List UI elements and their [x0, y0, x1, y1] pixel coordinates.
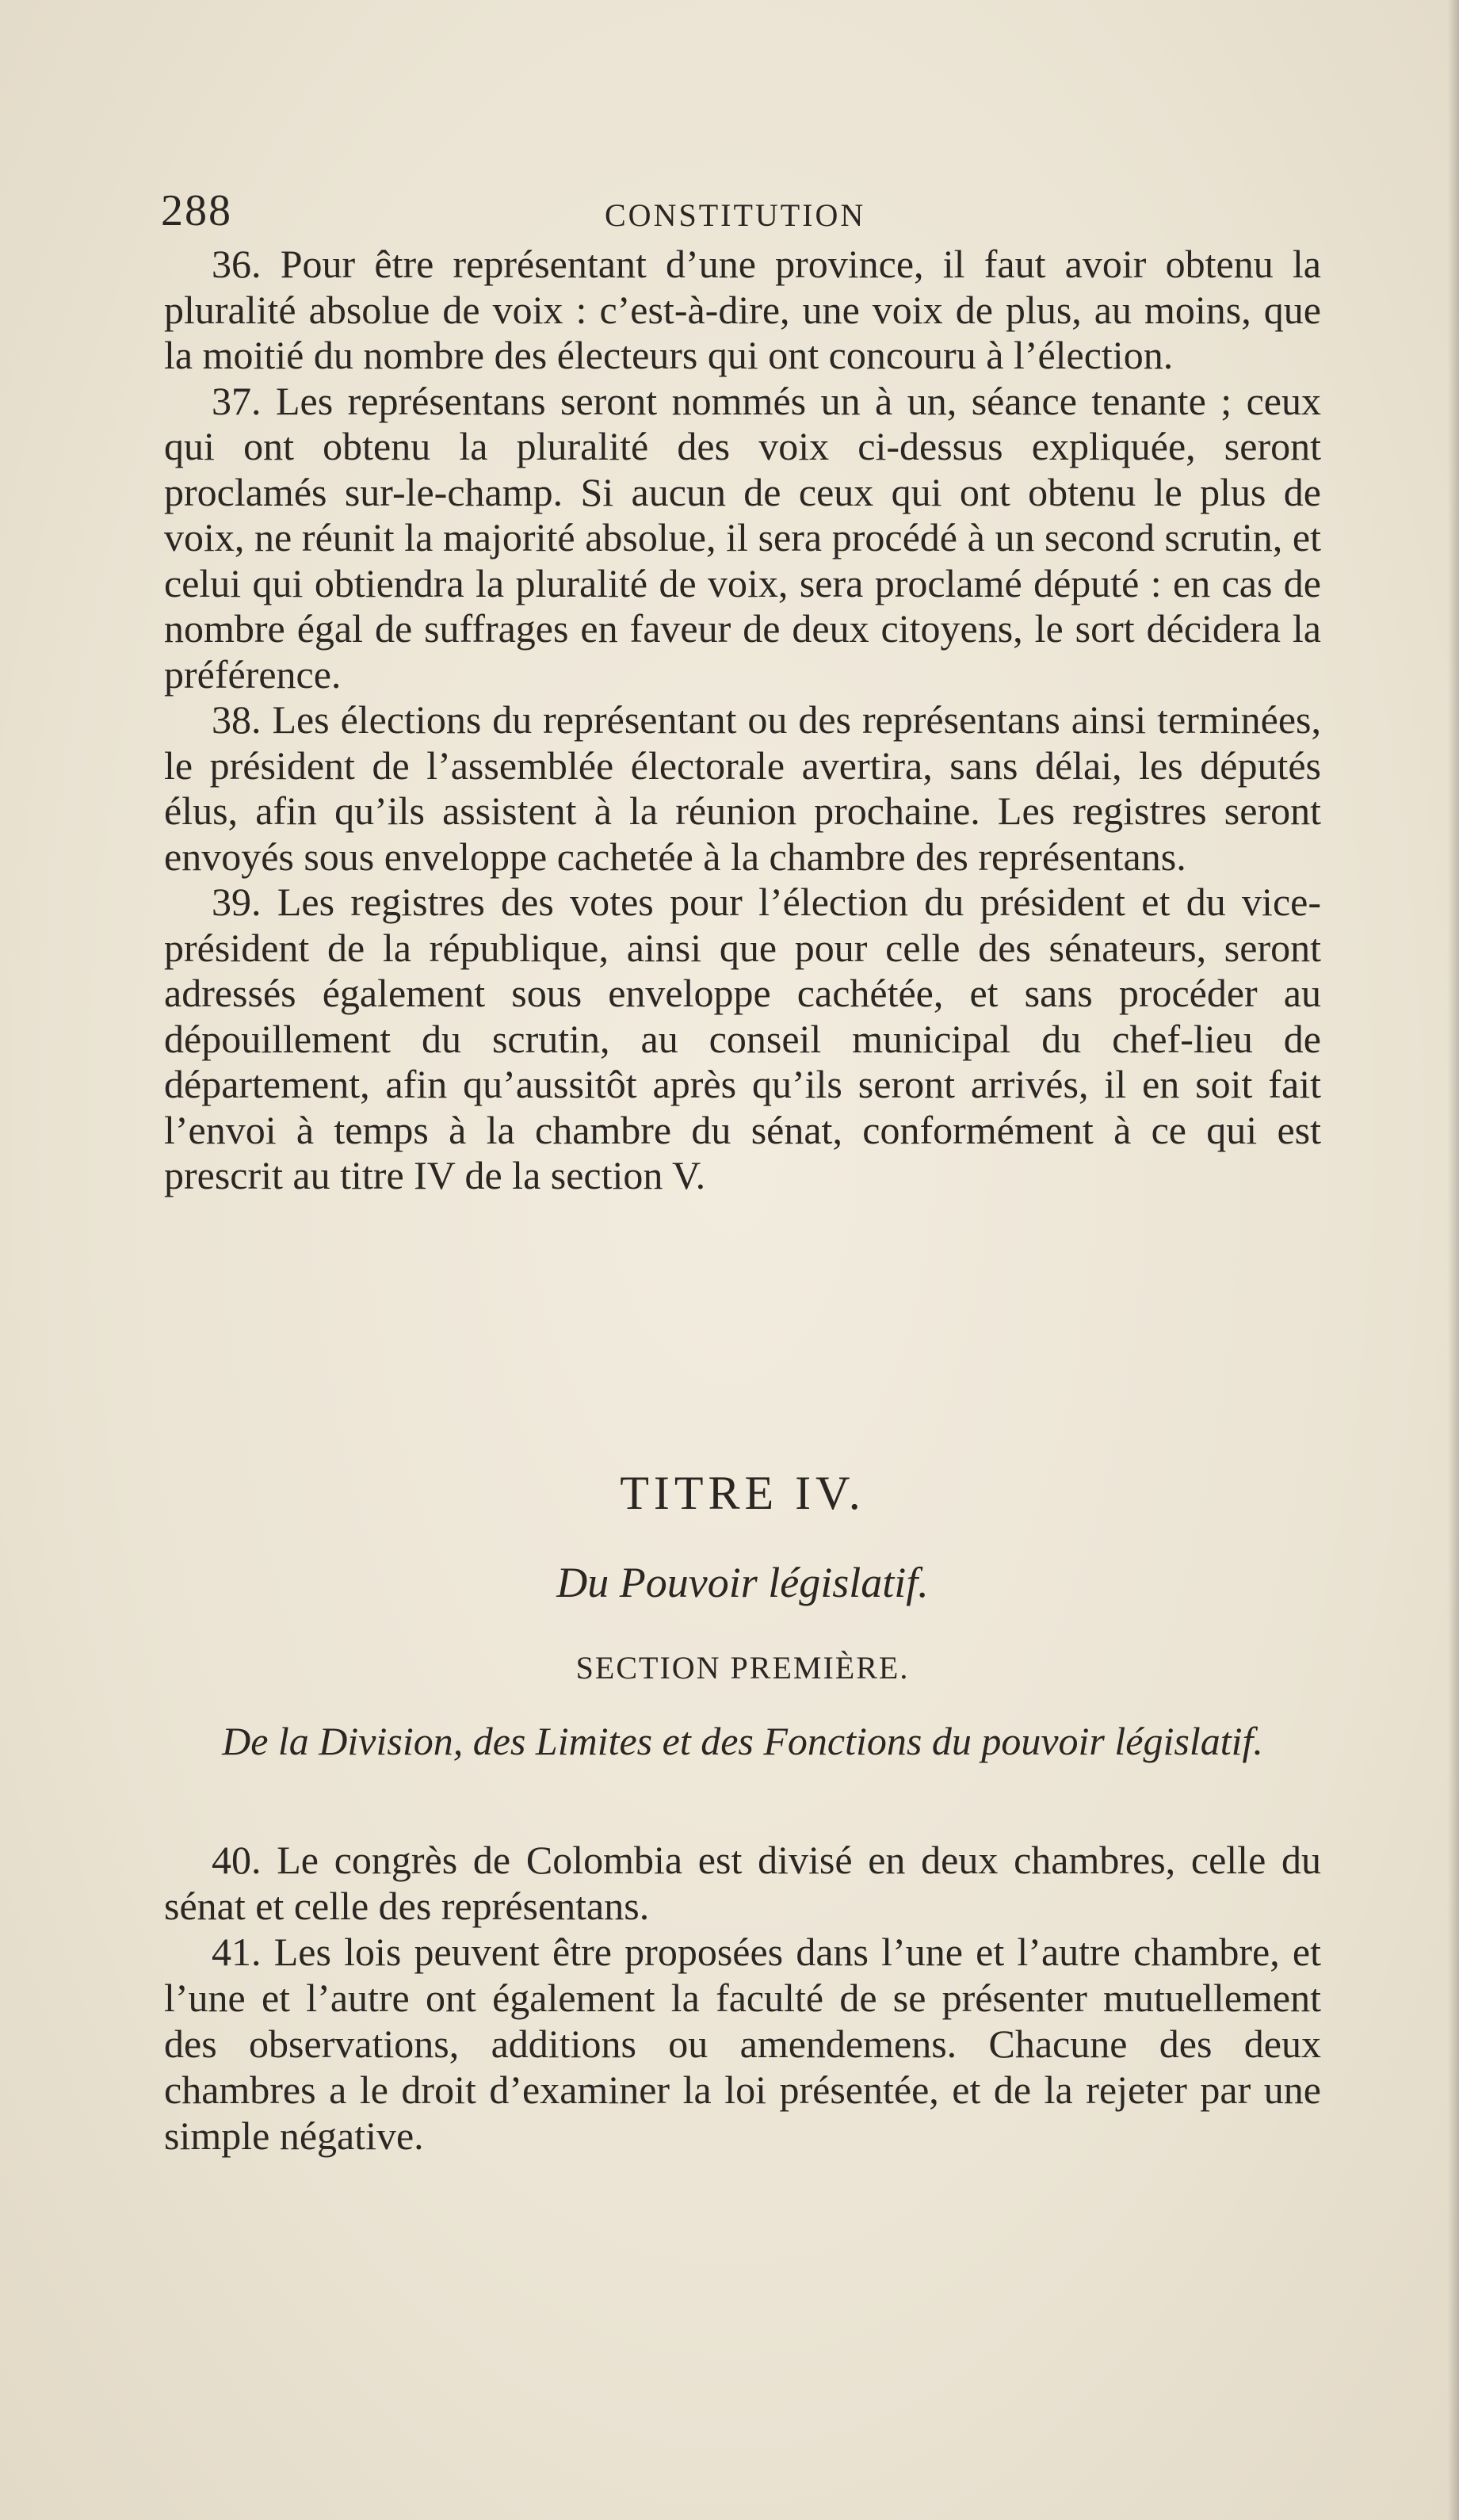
- titre-heading: TITRE IV.: [620, 1467, 865, 1519]
- body-text-after-title: [164, 1837, 1321, 2159]
- article-39: 39. Les registres des votes pour l’élection du président et du vice-président de la république, ainsi que pour celle des sénateurs, seront adressés également sous enveloppe cachétée, et sans procéder au dépouillement du scrutin, au conseil municipal du chef-lieu de département, afin qu’aussitôt après qu’ils seront arrivés, il en soit fait l’envoi à temps à la chambre du sénat, conformément à ce qui est prescrit au titre IV de la section V.: [164, 880, 1321, 1197]
- section-heading: SECTION PREMIÈRE.: [575, 1650, 910, 1686]
- article-38: 38. Les élections du représentant ou des représentans ainsi terminées, le président de l’assemblée électorale avertira, sans délai, les députés élus, afin qu’ils assistent à la réunion prochaine. Les registres seront envoyés sous enveloppe cachetée à la chambre des représentans.: [164, 697, 1321, 879]
- article-40: 40. Le congrès de Colombia est divisé en deux chambres, celle du sénat et celle des représentans.: [164, 1838, 1321, 1928]
- running-head: CONSTITUTION: [605, 197, 866, 233]
- body-text-before-title: [164, 242, 1321, 1199]
- article-41: 41. Les lois peuvent être proposées dans l’une et l’autre chambre, et l’une et l’autre ont également la faculté de se présenter mutuellement des observations, additions ou amendemens. Chacune des deux chambres a le droit d’examiner la loi présentée, et de la rejeter par une simple négative.: [164, 1930, 1321, 2158]
- article-37: 37. Les représentans seront nommés un à un, séance tenante ; ceux qui ont obtenu la pluralité des voix ci-dessus expliquée, seront proclamés sur-le-champ. Si aucun de ceux qui ont obtenu le plus de voix, ne réunit la majorité absolue, il sera procédé à un second scrutin, et celui qui obtiendra la pluralité de voix, sera proclamé député : en cas de nombre égal de suffrages en faveur de deux citoyens, le sort décidera la préférence.: [164, 378, 1321, 697]
- titre-subheading: Du Pouvoir législatif.: [556, 1559, 929, 1606]
- page-header: [161, 185, 1318, 249]
- article-36: 36. Pour être représentant d’une province, il faut avoir obtenu la pluralité absolue de voix : c’est-à-dire, une voix de plus, au moins, que la moitié du nombre des électeurs qui ont concouru à l’élection.: [164, 242, 1321, 377]
- page-edge-shadow: [1448, 0, 1459, 2520]
- section-subheading: De la Division, des Limites et des Fonctions du pouvoir législatif.: [222, 1719, 1263, 1763]
- page-number: 288: [161, 186, 232, 235]
